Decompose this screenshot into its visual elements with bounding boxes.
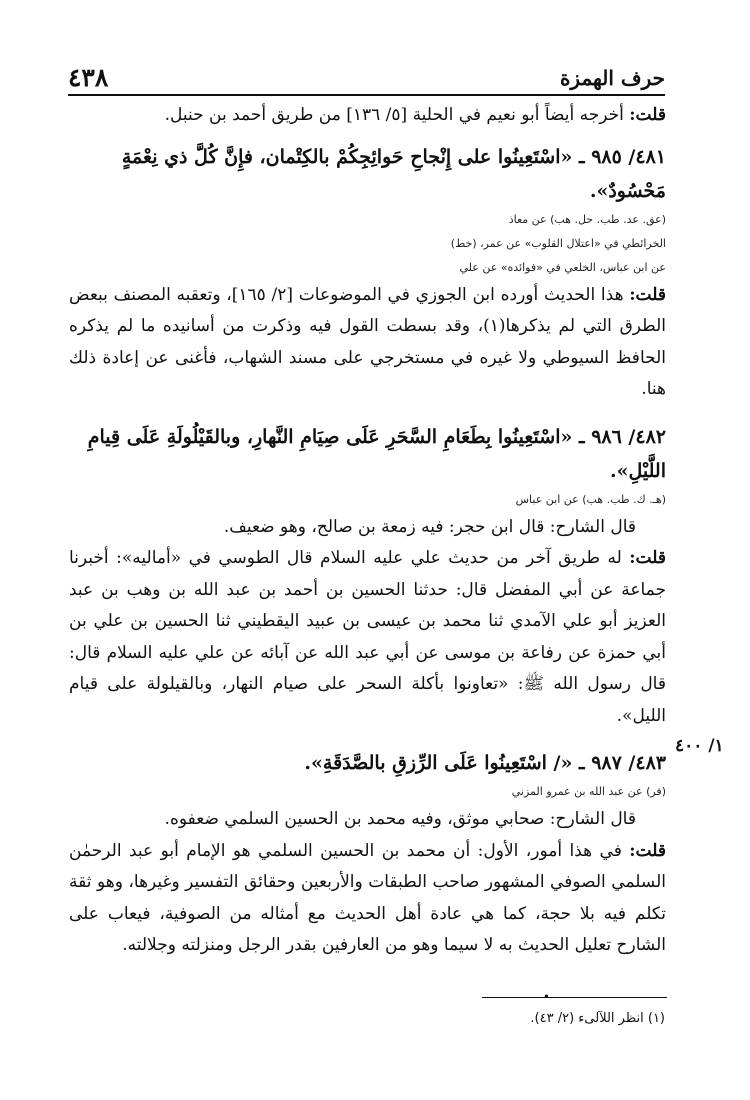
note-label: قلت: bbox=[629, 105, 666, 125]
source-line: عن ابن عباس، الخلعي في «فوائده» عن علي bbox=[459, 260, 666, 274]
note-paragraph bbox=[69, 280, 666, 406]
note-label: قلت: bbox=[629, 548, 666, 568]
source-line: (عق. عد. طب. حل. هب) عن معاذ bbox=[508, 212, 666, 226]
hadith-entry bbox=[69, 420, 666, 488]
hadith-entry bbox=[69, 746, 666, 780]
note-text: أخرجه أيضاً أبو نعيم في الحلية [٥/ ١٣٦] من طريق أحمد بن حنبل. bbox=[164, 105, 630, 125]
page-header bbox=[68, 58, 665, 96]
hadith-text: «/ اسْتَعِينُوا عَلَى الرِّزقِ بالصَّدَقَةِ». bbox=[304, 752, 573, 774]
hadith-number: ٤٨٢/ ٩٨٦ ـ bbox=[579, 425, 666, 448]
source-line: (هـ. ك. طب. هب) عن ابن عباس bbox=[515, 492, 666, 506]
note-paragraph bbox=[69, 836, 666, 962]
note-label: قلت: bbox=[629, 840, 666, 861]
note-paragraph bbox=[69, 804, 666, 836]
page-number: ٤٣٨ bbox=[68, 63, 109, 92]
margin-reference: ١/ ٤٠٠ bbox=[675, 736, 724, 756]
hadith-number: ٤٨٣/ ٩٨٧ ـ bbox=[579, 752, 666, 774]
note-paragraph bbox=[69, 512, 666, 544]
note-text: هذا الحديث أورده ابن الجوزي في الموضوعات [٢/ ١٦٥]، وتعقبه المصنف ببعض الطرق التي لم يذكرها(١)، وقد بسطت القول فيه وذكرت من أسانيده ما لم يذكره الحافظ السيوطي ولا غيره في مستخرجي على مسند الشهاب، فأغنى عن إعادة ذلك هنا. bbox=[69, 284, 666, 399]
note-paragraph bbox=[69, 100, 666, 132]
note-text: قال الشارح: صحابي موثق، وفيه محمد بن الحسين السلمي ضعفوه. bbox=[164, 809, 636, 829]
main-text bbox=[69, 100, 666, 962]
note-text: قال الشارح: قال ابن حجر: فيه زمعة بن صالح، وهو ضعيف. bbox=[223, 516, 636, 537]
source-line: (فر) عن عبد الله بن عمرو المزني bbox=[511, 785, 666, 798]
note-text: له طريق آخر من حديث علي عليه السلام قال الطوسي في «أماليه»: أخبرنا جماعة عن أبي المفضل قال: حدثنا الحسين بن أحمد بن عبد الله بن وهب بن عبد العزيز أبو علي الآمدي ثنا محمد بن عيسى بن عبيد اليقطيني ثنا الحسين بن علي بن أبي حمزة عن رفاعة بن موسى عن أبي عبد الله عن آبائه عن علي عليه السلام قال: قال رسول الله ﷺ: «تعاونوا بأكلة السحر على صيام النهار، وبالقيلولة على قيام الليل». bbox=[69, 548, 666, 726]
hadith-text: «اسْتَعِينُوا بِطَعَامِ السَّحَرِ عَلَى صِيَامِ النَّهارِ، وبالقَيْلُولَةِ عَلَى قِيامِ اللَّيْلِ». bbox=[87, 425, 666, 482]
hadith-text: «اسْتَعِينُوا على إِنْجاحِ حَوائِجِكُمْ بالكِتْمان، فإِنَّ كُلَّ ذي نِعْمَةٍ مَحْسُودٌ». bbox=[121, 145, 666, 202]
note-text: في هذا أمور، الأول: أن محمد بن الحسين السلمي هو الإمام أبو عبد الرحمٰن السلمي الصوفي المشهور صاحب الطبقات والأربعين وحقائق التفسير وغيرها، وهو ثقة تكلم فيه بلا حجة، كما هي عادة أهل الحديث مع أمثاله من الصوفية، فيعاب على الشارح تعليل الحديث به لا سيما وهو من العارفين بقدر الرجل ومنزلته وجلالته. bbox=[69, 840, 666, 955]
footnote-divider bbox=[482, 990, 667, 1004]
note-label: قلت: bbox=[629, 284, 666, 305]
running-title: حرف الهمزة bbox=[559, 66, 665, 90]
hadith-number: ٤٨١/ ٩٨٥ ـ bbox=[579, 145, 666, 168]
source-line: الخرائطي في «اعتلال القلوب» عن عمر، (خط) bbox=[450, 236, 666, 250]
hadith-entry bbox=[69, 140, 666, 208]
divider-dot: • bbox=[542, 990, 550, 1004]
note-paragraph bbox=[69, 543, 666, 732]
footnote: (١) انظر اللآلىء (٢/ ٤٣). bbox=[530, 1011, 665, 1026]
